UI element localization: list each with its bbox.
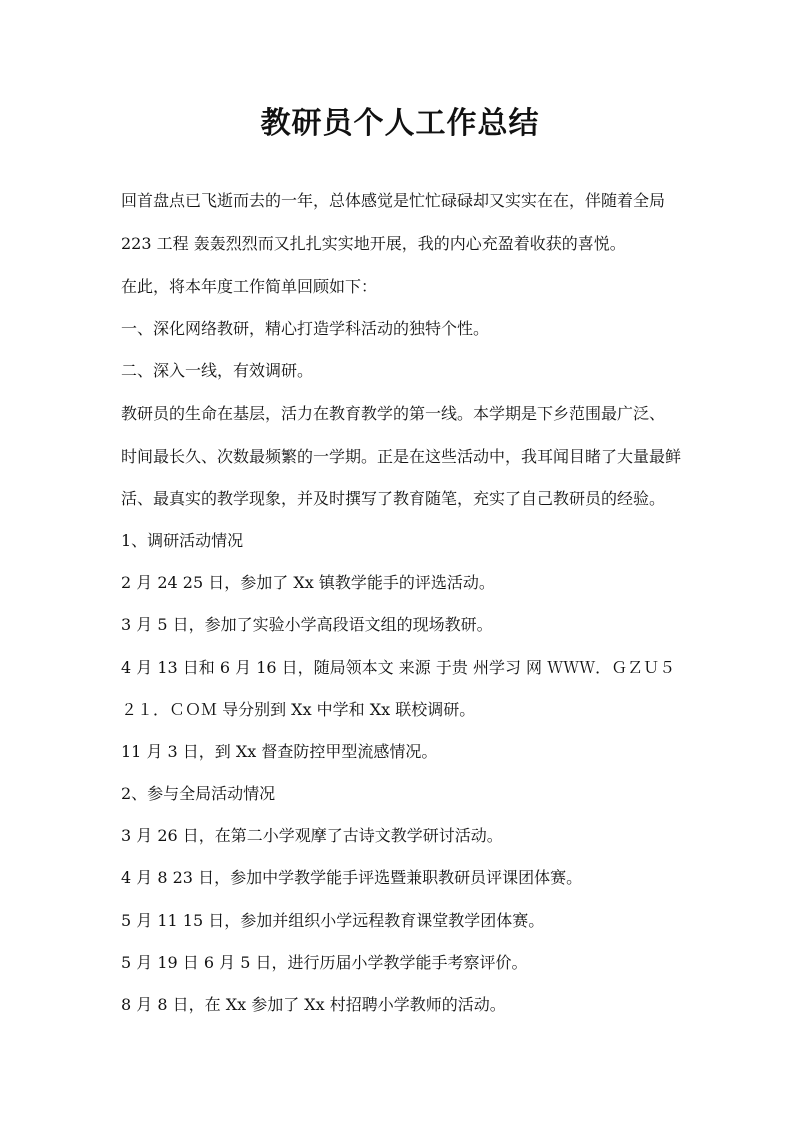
paragraph-line: 时间最长久、次数最频繁的一学期。正是在这些活动中，我耳闻目睹了大量最鲜 bbox=[121, 447, 682, 466]
paragraph-line: 活、最真实的教学现象，并及时撰写了教育随笔，充实了自己教研员的经验。 bbox=[121, 489, 666, 508]
list-item: 4 月 13 日和 6 月 16 日，随局领本文 来源 于贵 州学习 网 ＷＷＷ．ＧＺＵ５ bbox=[121, 658, 676, 677]
paragraph-line: 在此，将本年度工作简单回顾如下： bbox=[121, 277, 378, 296]
list-item: 4 月 8 23 日，参加中学教学能手评选暨兼职教研员评课团体赛。 bbox=[121, 868, 583, 887]
list-item: 11 月 3 日，到 Xx 督查防控甲型流感情况。 bbox=[121, 742, 438, 761]
document-title: 教研员个人工作总结 bbox=[260, 106, 540, 141]
list-item: 5 月 19 日 6 月 5 日，进行历届小学教学能手考察评价。 bbox=[121, 953, 528, 972]
subsection-heading: 1、调研活动情况 bbox=[121, 531, 244, 550]
list-item: 5 月 11 15 日，参加并组织小学远程教育课堂教学团体赛。 bbox=[121, 911, 545, 930]
subsection-heading: 2、参与全局活动情况 bbox=[121, 784, 276, 803]
section-heading: 一、深化网络教研，精心打造学科活动的独特个性。 bbox=[121, 319, 490, 338]
paragraph-line: 回首盘点已飞逝而去的一年，总体感觉是忙忙碌碌却又实实在在，伴随着全局 bbox=[121, 191, 666, 210]
list-item: 3 月 26 日，在第二小学观摩了古诗文教学研讨活动。 bbox=[121, 826, 503, 845]
list-item: 3 月 5 日，参加了实验小学高段语文组的现场教研。 bbox=[121, 615, 493, 634]
list-item: 2 月 24 25 日，参加了 Xx 镇教学能手的评选活动。 bbox=[121, 573, 495, 592]
paragraph-line: 223 工程 轰轰烈烈而又扎扎实实地开展，我的内心充盈着收获的喜悦。 bbox=[121, 234, 626, 253]
paragraph-line: 教研员的生命在基层，活力在教育教学的第一线。本学期是下乡范围最广泛、 bbox=[121, 404, 666, 423]
section-heading: 二、深入一线，有效调研。 bbox=[121, 361, 314, 380]
list-item: 8 月 8 日，在 Xx 参加了 Xx 村招聘小学教师的活动。 bbox=[121, 995, 506, 1014]
list-item: ２１．ＣＯＭ 导分别到 Xx 中学和 Xx 联校调研。 bbox=[121, 700, 476, 719]
